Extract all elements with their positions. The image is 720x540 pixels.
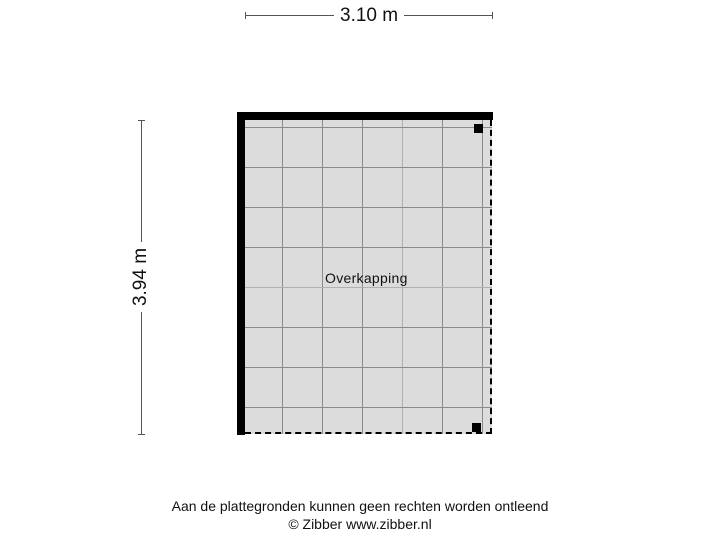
grid-line bbox=[238, 247, 492, 248]
disclaimer-text: Aan de plattegronden kunnen geen rechten worden ontleend bbox=[171, 498, 549, 514]
grid-line bbox=[238, 327, 492, 328]
grid-line bbox=[238, 287, 492, 288]
wall-top bbox=[237, 112, 493, 120]
width-dimension-label: 3.10 m bbox=[334, 5, 404, 27]
grid-line bbox=[282, 114, 283, 434]
grid-line bbox=[238, 207, 492, 208]
open-edge-bottom bbox=[245, 432, 492, 434]
wall-left bbox=[237, 112, 245, 435]
open-edge-right bbox=[490, 120, 492, 434]
grid-line bbox=[238, 127, 492, 128]
room-label: Overkapping bbox=[325, 270, 408, 286]
grid-line bbox=[238, 167, 492, 168]
grid-line bbox=[442, 114, 443, 434]
post-bottom-right bbox=[472, 423, 481, 432]
grid-line bbox=[482, 114, 483, 434]
height-dimension-tick-bottom bbox=[138, 434, 145, 435]
height-dimension-label: 3.94 m bbox=[130, 242, 154, 312]
grid-line bbox=[322, 114, 323, 434]
post-top-right bbox=[474, 124, 483, 133]
grid-line bbox=[238, 407, 492, 408]
grid-line bbox=[238, 367, 492, 368]
copyright-text: © Zibber www.zibber.nl bbox=[288, 516, 432, 532]
width-dimension-tick-right bbox=[492, 12, 493, 19]
